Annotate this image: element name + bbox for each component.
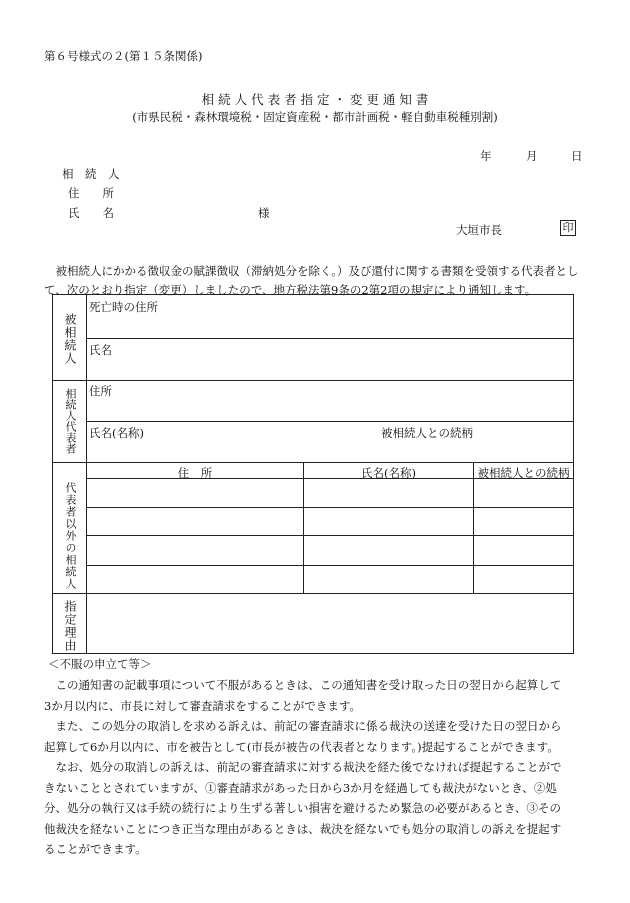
representative-name-label: 氏名(名称)	[89, 426, 144, 440]
date-year-label: 年	[480, 149, 492, 163]
heir-label: 相 続 人	[62, 167, 120, 181]
seal-mark: 印	[560, 220, 576, 236]
representative-relation-label: 被相続人との続柄	[381, 426, 473, 440]
appeal-line: ることができます。	[44, 842, 147, 856]
intro-line-1: 被相続人にかかる徴収金の賦課徴収（滞納処分を除く。）及び還付に関する書類を受領する代表者とし	[44, 264, 579, 278]
column-header-address: 住 所	[177, 466, 213, 480]
appeal-line: また、この処分の取消しを求める訴えは、前記の審査請求に係る裁決の送達を受けた日の翌日から	[44, 719, 562, 733]
appeal-line: 3か月以内に、市長に対して審査請求をすることができます。	[44, 698, 361, 713]
column-header-name: 氏名(名称)	[361, 466, 416, 480]
representative-address-label: 住所	[89, 384, 112, 398]
appeal-line: 起算して6か月以内に、市を被告として(市長が被告の代表者となります。)提起することができます。	[44, 739, 559, 754]
intro-line-2: て、次のとおり指定（変更）しましたので、地方税法第9条の2第2項の規定により通知します。	[44, 283, 537, 297]
form-number: 第６号様式の２(第１５条関係)	[44, 49, 203, 63]
appeal-heading: ＜不服の申立て等＞	[48, 657, 152, 671]
appeal-text	[44, 675, 584, 860]
form-table	[52, 294, 574, 654]
appeal-line: この通知書の記載事項について不服があるときは、この通知書を受け取った日の翌日から起算して	[44, 678, 562, 692]
decedent-section-label: 被相続人	[63, 313, 77, 365]
document-title: 相 続 人 代 表 者 指 定 ・ 変 更 通 知 書	[201, 92, 429, 107]
date-month-label: 月	[526, 149, 538, 163]
appeal-line: きないこととされていますが、①審査請求があった日から3か月を経過しても裁決がないとき、②処	[44, 780, 557, 795]
other-heirs-section-label: 代表者以外の相続人	[64, 482, 77, 590]
decedent-name-label: 氏名	[89, 343, 112, 357]
honorific: 様	[258, 206, 270, 220]
address-label: 住 所	[68, 186, 114, 200]
reason-section-label: 指定理由	[63, 600, 77, 652]
document-subtitle: (市県民税・森林環境税・固定資産税・都市計画税・軽自動車税種別割)	[132, 110, 498, 124]
appeal-line: 他裁決を経ないことにつき正当な理由があるときは、裁決を経ないでも処分の取消しの訴えを提起す	[44, 821, 562, 836]
name-label: 氏 名	[68, 206, 114, 220]
date-day-label: 日	[571, 149, 583, 163]
appeal-line: 分、処分の執行又は手続の続行により生ずる著しい損害を避けるため緊急の必要があるとき、③その	[44, 801, 562, 815]
decedent-address-label: 死亡時の住所	[89, 300, 158, 314]
column-header-relation: 被相続人との続柄	[477, 466, 570, 480]
issuer-name: 大垣市長	[456, 223, 502, 237]
appeal-line: なお、処分の取消しの訴えは、前記の審査請求に対する裁決を経た後でなければ提起することがで	[44, 760, 562, 774]
representative-section-label: 相続人代表者	[64, 388, 77, 454]
